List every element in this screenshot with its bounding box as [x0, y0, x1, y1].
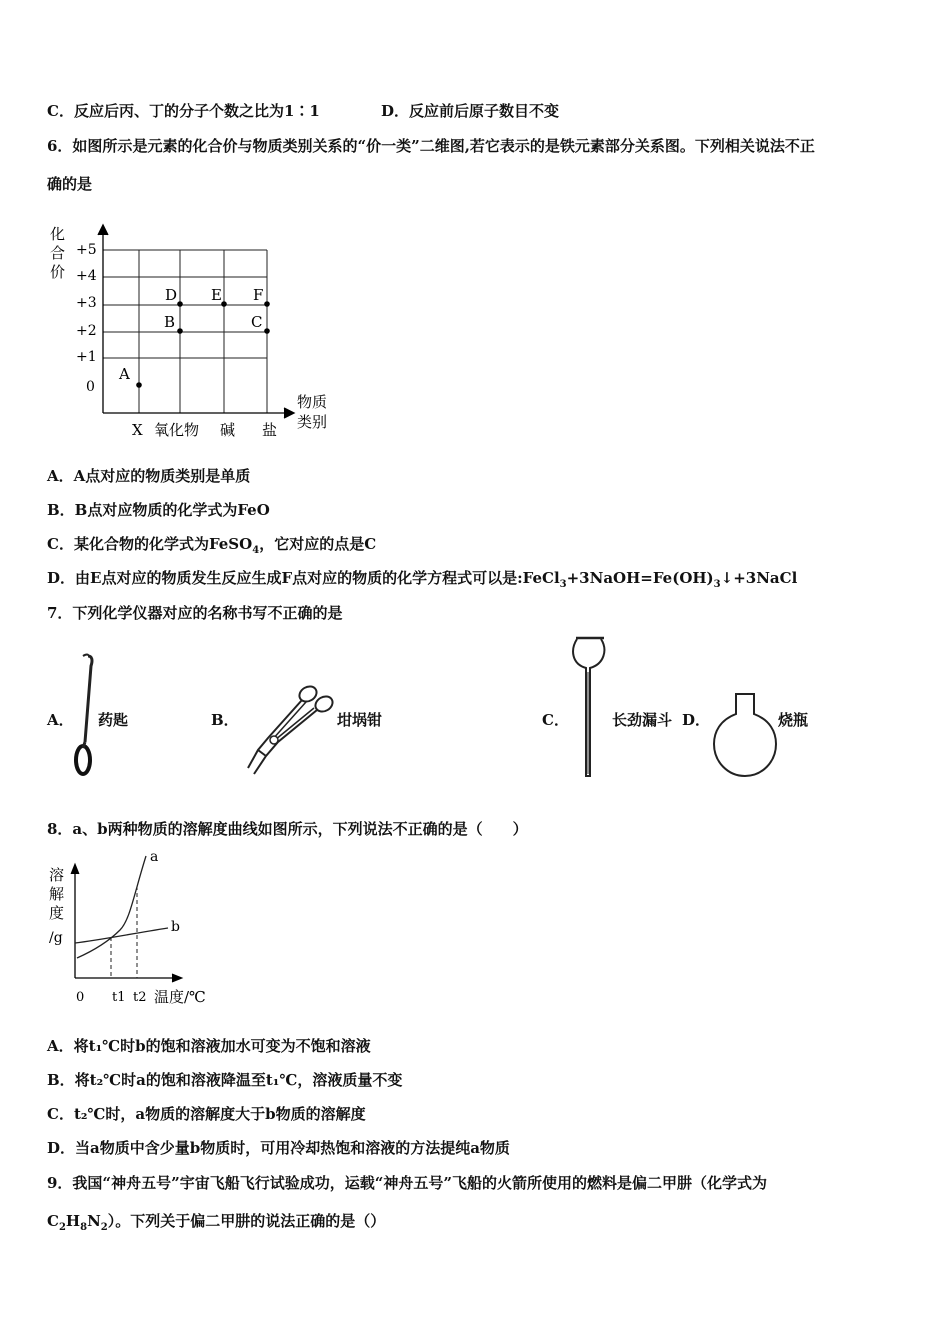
x-tick: X	[132, 421, 143, 439]
x-tick: 碱	[220, 421, 236, 439]
x-axis-label: 温度/℃	[154, 988, 206, 1006]
q8-stem: 8．a、b两种物质的溶解度曲线如图所示，下列说法不正确的是（ ）	[47, 820, 528, 838]
q6-option-c-text: C．某化合物的化学式为FeSO	[47, 535, 253, 553]
q7-option-b-name: 坩埚钳	[337, 711, 383, 729]
point-label-B: B	[164, 313, 176, 331]
point-D	[177, 301, 183, 307]
y-axis-char: /g	[49, 930, 63, 946]
y-tick: +4	[76, 268, 97, 284]
q7-option-a-name: 药匙	[98, 711, 129, 729]
q7-option-a-letter: A．	[47, 711, 74, 729]
x-tick: t2	[133, 990, 147, 1005]
y-axis-char: 解	[49, 885, 65, 903]
x-tick: 盐	[262, 421, 278, 439]
valence-class-chart	[40, 215, 350, 445]
q6-option-b: B．B点对应物质的化学式为FeO	[47, 501, 270, 519]
q6-stem-line2: 确的是	[47, 175, 93, 193]
subscript: 3	[559, 579, 567, 590]
q8-option-b: B．将t₂℃时a的饱和溶液降温至t₁℃，溶液质量不变	[47, 1071, 403, 1089]
q7-option-c-name: 长劲漏斗	[612, 711, 673, 729]
y-tick: 0	[86, 379, 95, 395]
q9-stem-tail: ）。下列关于偏二甲肼的说法正确的是（）	[107, 1212, 386, 1230]
point-C	[264, 328, 270, 334]
q6-option-d	[47, 568, 797, 595]
y-axis-char: 合	[50, 244, 66, 262]
q7-option-d-letter: D．	[682, 711, 711, 729]
q6-option-d-mid: +3NaOH=Fe(OH)	[566, 569, 714, 587]
subscript: 4	[252, 545, 260, 556]
point-label-E: E	[211, 286, 222, 304]
subscript: 3	[713, 579, 721, 590]
point-B	[177, 328, 183, 334]
y-axis-char: 价	[50, 263, 66, 281]
point-label-A: A	[119, 365, 130, 383]
y-axis-char: 化	[50, 225, 66, 243]
y-tick: +5	[76, 242, 97, 258]
formula-c: C	[47, 1212, 59, 1230]
q6-option-d-tail: ↓+3NaCl	[720, 569, 798, 587]
x-tick: t1	[112, 990, 126, 1005]
q6-option-c-tail: ，它对应的点是C	[259, 535, 377, 553]
q9-stem-line1: 9．我国“神舟五号”宇宙飞船飞行试验成功，运载“神舟五号”飞船的火箭所使用的燃料是偏二甲肼（化学式为	[47, 1174, 767, 1192]
q7-option-c-letter: C．	[542, 711, 569, 729]
y-tick: +1	[76, 349, 97, 365]
subscript: 2	[58, 1222, 66, 1233]
crucible-tongs-icon	[240, 680, 340, 780]
point-label-D: D	[165, 286, 178, 304]
flask-icon	[712, 692, 778, 778]
y-axis-char: 溶	[49, 866, 65, 884]
curve-b	[75, 928, 168, 943]
spoon-icon	[70, 652, 100, 778]
q9-stem-line2	[47, 1211, 385, 1238]
q6-option-a: A．A点对应的物质类别是单质	[47, 467, 251, 485]
q6-stem-line1: 6．如图所示是元素的化合价与物质类别关系的“价一类”二维图,若它表示的是铁元素部分关系图。下列相关说法不正	[47, 137, 815, 155]
formula-n: N	[87, 1212, 101, 1230]
point-label-F: F	[253, 286, 264, 304]
curve-a	[77, 856, 146, 958]
q7-stem: 7．下列化学仪器对应的名称书写不正确的是	[47, 604, 343, 622]
solubility-chart	[40, 848, 230, 1013]
curve-label: a	[150, 849, 159, 865]
q6-option-c	[47, 534, 376, 561]
x-axis-label: 物质	[297, 393, 328, 411]
q7-option-d-name: 烧瓶	[778, 711, 809, 729]
subscript: 8	[80, 1222, 88, 1233]
q7-option-b-letter: B．	[211, 711, 239, 729]
point-E	[221, 301, 227, 307]
point-F	[264, 301, 270, 307]
formula-h: H	[65, 1212, 81, 1230]
y-tick: +2	[76, 323, 97, 339]
point-label-C: C	[251, 313, 263, 331]
y-tick: +3	[76, 295, 97, 311]
q8-option-c: C．t₂℃时，a物质的溶解度大于b物质的溶解度	[47, 1105, 366, 1123]
q8-option-a: A．将t₁℃时b的饱和溶液加水可变为不饱和溶液	[47, 1037, 371, 1055]
subscript: 2	[100, 1222, 108, 1233]
curve-label: b	[171, 919, 180, 935]
x-tick: 氧化物	[154, 421, 200, 439]
q5-option-c: C．反应后丙、丁的分子个数之比为1∶1	[47, 102, 320, 120]
y-axis-char: 度	[49, 904, 65, 922]
x-axis-label: 类别	[297, 413, 328, 431]
q6-option-d-text: D．由E点对应的物质发生反应生成F点对应的物质的化学方程式可以是:FeCl	[47, 569, 560, 587]
x-tick: 0	[76, 990, 85, 1005]
long-neck-funnel-icon	[568, 630, 612, 780]
q8-option-d: D．当a物质中含少量b物质时，可用冷却热饱和溶液的方法提纯a物质	[47, 1139, 510, 1157]
point-A	[136, 382, 142, 388]
q5-option-d: D．反应前后原子数目不变	[381, 102, 560, 120]
